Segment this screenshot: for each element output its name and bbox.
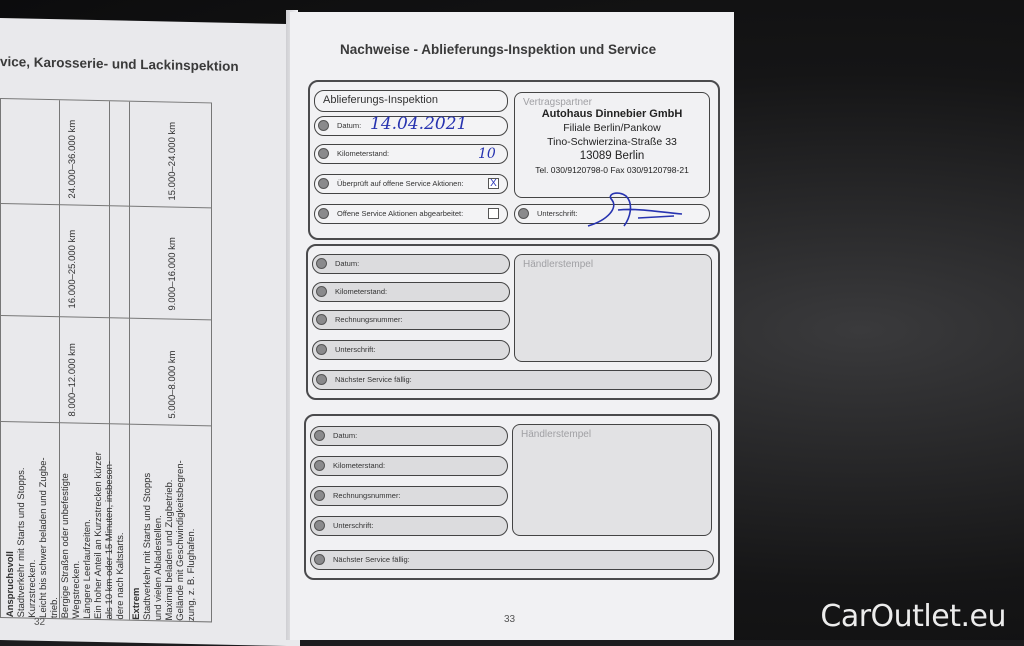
table-divider — [1, 421, 211, 426]
km-range-label: 16.000–25.000 km — [67, 229, 78, 309]
checkbox-checked-icon[interactable]: X — [488, 178, 499, 189]
anspruchsvoll-description: Anspruchsvoll Stadtverkehr mit Starts und Stopps. Kurzstrecken. Leicht bis schwer beladen und Zugbe- trieb. Bergige Straßen oder unbefestigte Wegstrecken. Längere Leerlaufzeiten. Ein hoher Anteil an Kurzstrecken kürzer als 10 km oder 15 Minuten, insbeson- dere nach Kaltstarts. — [5, 452, 126, 620]
bullet-icon — [314, 430, 325, 441]
left-page — [0, 18, 300, 646]
signature-field[interactable]: Unterschrift: — [310, 516, 508, 536]
bullet-icon — [316, 258, 327, 269]
next-service-field[interactable]: Nächster Service fällig: — [312, 370, 712, 390]
bullet-icon — [314, 554, 325, 565]
mileage-field[interactable]: Kilometerstand: — [312, 282, 510, 302]
bullet-icon — [316, 286, 327, 297]
bullet-icon — [314, 490, 325, 501]
bullet-icon — [318, 178, 329, 189]
bullet-icon — [318, 208, 329, 219]
handwritten-mileage: 10 — [478, 146, 496, 162]
next-service-field[interactable]: Nächster Service fällig: — [310, 550, 714, 570]
table-divider — [1, 315, 211, 320]
checkbox-icon[interactable] — [488, 208, 499, 219]
dealer-stamp-box — [512, 424, 712, 536]
bullet-icon — [518, 208, 529, 219]
bullet-icon — [316, 314, 327, 325]
km-range-label: 15.000–24.000 km — [167, 121, 178, 201]
km-range-label: 5.000–8.000 km — [167, 350, 178, 419]
table-divider — [129, 102, 130, 620]
maintenance-table — [0, 98, 212, 622]
dealer-stamp-box — [514, 92, 710, 198]
service-actions-done-field[interactable]: Offene Service Aktionen abgearbeitet: — [314, 204, 508, 224]
km-range-label: 9.000–16.000 km — [167, 237, 178, 311]
signature-field[interactable]: Unterschrift: — [514, 204, 710, 224]
stamp-label: Händlerstempel — [521, 429, 592, 440]
bullet-icon — [314, 460, 325, 471]
bullet-icon — [318, 148, 329, 159]
signature-scribble — [578, 190, 688, 236]
km-range-label: 8.000–12.000 km — [67, 342, 78, 417]
page-number: 33 — [504, 614, 516, 625]
service-card-2 — [304, 414, 720, 580]
bullet-icon — [316, 344, 327, 355]
date-field[interactable]: Datum: — [310, 426, 508, 446]
delivery-inspection-card — [308, 80, 720, 240]
mileage-field[interactable]: Kilometerstand: — [314, 144, 508, 164]
dealer-stamp-box — [514, 254, 712, 362]
table-divider — [1, 203, 211, 208]
invoice-number-field[interactable]: Rechnungsnummer: — [312, 310, 510, 330]
stamp-label: Händlerstempel — [523, 259, 594, 270]
bullet-icon — [314, 520, 325, 531]
service-card-1 — [306, 244, 720, 400]
km-range-label: 24.000–36.000 km — [67, 119, 78, 199]
left-page-title: vice, Karosserie- und Lackinspektion — [0, 54, 239, 74]
bullet-icon — [316, 374, 327, 385]
page-number: 32 — [34, 616, 46, 628]
watermark-logo: CarOutlet.eu — [820, 599, 1006, 634]
signature-field[interactable]: Unterschrift: — [312, 340, 510, 360]
date-field[interactable]: Datum: — [312, 254, 510, 274]
extrem-description: Extrem Stadtverkehr mit Starts und Stopps und vielen Abladestellen. Maximal beladen und Zugbetrieb. Gelände mit Geschwindigkeitsbegren- zung, z. B. Flughafen. — [131, 460, 197, 622]
delivery-inspection-header: Ablieferungs-Inspektion — [314, 90, 508, 112]
right-page-title: Nachweise - Ablieferungs-Inspektion und Service — [340, 42, 657, 57]
dealer-stamp: Autohaus Dinnebier GmbH Filiale Berlin/Pankow Tino-Schwierzina-Straße 33 13089 Berlin Tel. 030/9120798-0 Fax 030/9120798-21 — [535, 108, 689, 175]
invoice-number-field[interactable]: Rechnungsnummer: — [310, 486, 508, 506]
service-actions-checked-field[interactable]: Überprüft auf offene Service Aktionen: X — [314, 174, 508, 194]
stamp-label: Vertragspartner — [523, 97, 592, 108]
bullet-icon — [318, 120, 329, 131]
mileage-field[interactable]: Kilometerstand: — [310, 456, 508, 476]
date-field[interactable]: Datum: — [314, 116, 508, 136]
handwritten-date: 14.04.2021 — [370, 114, 468, 134]
